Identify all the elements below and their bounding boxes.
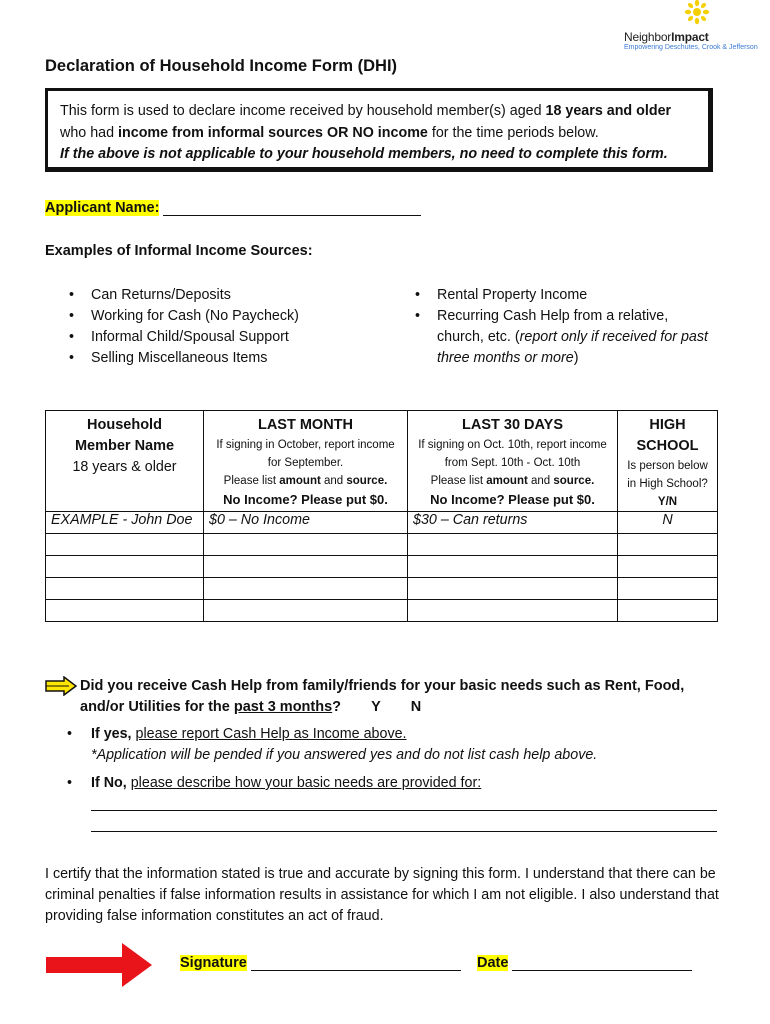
header-text: LAST 30 DAYS [462, 417, 563, 433]
applicant-name-label: Applicant Name: [45, 200, 160, 216]
table-header-row [46, 411, 718, 512]
table-cell-input[interactable] [618, 534, 718, 556]
intro-bold-2: income from informal sources OR NO income [118, 124, 428, 141]
header-subtext: Please list amount and source. [430, 475, 595, 487]
table-cell-input[interactable] [46, 534, 204, 556]
table-row [46, 534, 718, 556]
list-item: • Rental Property Income [415, 285, 715, 306]
cash-help-text: Did you receive Cash Help from family/friends for your basic needs such as Rent, Food, and/or Utilities for the past 3 months? Y N [80, 676, 720, 718]
table-cell-input[interactable] [46, 600, 204, 622]
if-yes-item: • If yes, please report Cash Help as Income above. *Application will be pended if you answered yes and do not list cash help above. [67, 724, 717, 766]
date-label: Date [476, 955, 509, 971]
header-no-income: No Income? Please put $0. [430, 492, 595, 507]
table-cell: EXAMPLE - John Doe [46, 512, 204, 534]
certification-text: I certify that the information stated is true and accurate by signing this form. I understand that there can be criminal penalties if false information results in assistance for which I am not eligible. I also understand that providing false information constitutes an act of fraud. [45, 866, 719, 924]
income-table [45, 410, 718, 622]
table-cell-input[interactable] [408, 556, 618, 578]
table-cell-input[interactable] [204, 578, 408, 600]
table-row [46, 578, 718, 600]
header-text: Member Name [74, 438, 175, 454]
table-cell: N [618, 512, 718, 534]
table-row [46, 600, 718, 622]
red-arrow-icon [44, 941, 156, 989]
table-cell-input[interactable] [618, 556, 718, 578]
yellow-arrow-icon [45, 676, 77, 696]
list-item: • Can Returns/Deposits [69, 285, 369, 306]
table-cell-input[interactable] [408, 578, 618, 600]
header-subtext: Is person below in High School? [627, 460, 708, 490]
header-text: LAST MONTH [257, 417, 354, 433]
table-cell-input[interactable] [46, 556, 204, 578]
list-item-note: report only if received for past three months or more [437, 329, 708, 366]
header-subtext: If signing in October, report income for September. [216, 439, 395, 469]
no-option[interactable]: N [410, 699, 422, 715]
header-text: HIGH [649, 417, 686, 433]
table-cell-input[interactable] [618, 578, 718, 600]
describe-line-1[interactable] [91, 810, 717, 811]
cash-help-followups [67, 724, 717, 794]
examples-list-right [415, 285, 715, 369]
header-subtext: 18 years & older [72, 459, 177, 475]
date-field[interactable] [512, 956, 692, 971]
list-item-text: Recurring Cash Help from a relative, church, etc. ( [437, 308, 669, 345]
logo-wordmark: NeighborImpact [624, 30, 709, 44]
intro-box [45, 88, 713, 172]
list-item: • Informal Child/Spousal Support [69, 327, 369, 348]
list-item-close: ) [573, 350, 579, 366]
table-row-example [46, 512, 718, 534]
examples-list-left [69, 285, 369, 369]
yes-option[interactable]: Y [371, 699, 381, 715]
page-title: Declaration of Household Income Form (DHI) [45, 57, 398, 75]
list-item: • Selling Miscellaneous Items [69, 348, 369, 369]
intro-text-1: This form is used to declare income received by household member(s) aged [60, 103, 546, 119]
signature-field[interactable] [251, 956, 461, 971]
header-yn: Y/N [657, 496, 678, 508]
table-row [46, 556, 718, 578]
applicant-name-row [45, 200, 421, 216]
logo-tagline: Empowering Deschutes, Crook & Jefferson [624, 44, 758, 51]
header-subtext: Please list amount and source. [223, 475, 388, 487]
table-cell-input[interactable] [408, 534, 618, 556]
table-cell-input[interactable] [204, 600, 408, 622]
table-cell: $30 – Can returns [408, 512, 618, 534]
pended-note: *Application will be pended if you answered yes and do not list cash help above. [91, 747, 598, 763]
header-text: Household [87, 417, 162, 433]
header-no-income: No Income? Please put $0. [223, 492, 388, 507]
describe-line-2[interactable] [91, 831, 717, 832]
table-cell-input[interactable] [618, 600, 718, 622]
signature-label: Signature [180, 955, 247, 971]
intro-text-3: for the time periods below. [427, 124, 599, 141]
table-cell-input[interactable] [46, 578, 204, 600]
table-cell-input[interactable] [408, 600, 618, 622]
header-last-30-days [408, 411, 618, 512]
header-high-school [618, 411, 718, 512]
intro-not-applicable: If the above is not applicable to your household members, no need to complete this form. [60, 146, 668, 162]
table-cell-input[interactable] [204, 534, 408, 556]
applicant-name-field[interactable] [163, 201, 421, 216]
neighborimpact-logo [622, 0, 758, 56]
list-item: • Working for Cash (No Paycheck) [69, 306, 369, 327]
header-subtext: If signing on Oct. 10th, report income from Sept. 10th - Oct. 10th [418, 439, 607, 469]
header-text: SCHOOL [636, 438, 699, 454]
list-item [415, 306, 715, 369]
if-no-item: • If No, please describe how your basic needs are provided for: [67, 773, 717, 794]
table-cell: $0 – No Income [204, 512, 408, 534]
intro-text-2: who had [60, 124, 119, 141]
signature-row [180, 955, 692, 971]
intro-bold-1: 18 years and older [545, 103, 672, 119]
header-last-month [204, 411, 408, 512]
sun-logo-icon [682, 0, 712, 30]
table-cell-input[interactable] [204, 556, 408, 578]
examples-heading: Examples of Informal Income Sources: [45, 243, 313, 259]
header-household-member [46, 411, 204, 512]
